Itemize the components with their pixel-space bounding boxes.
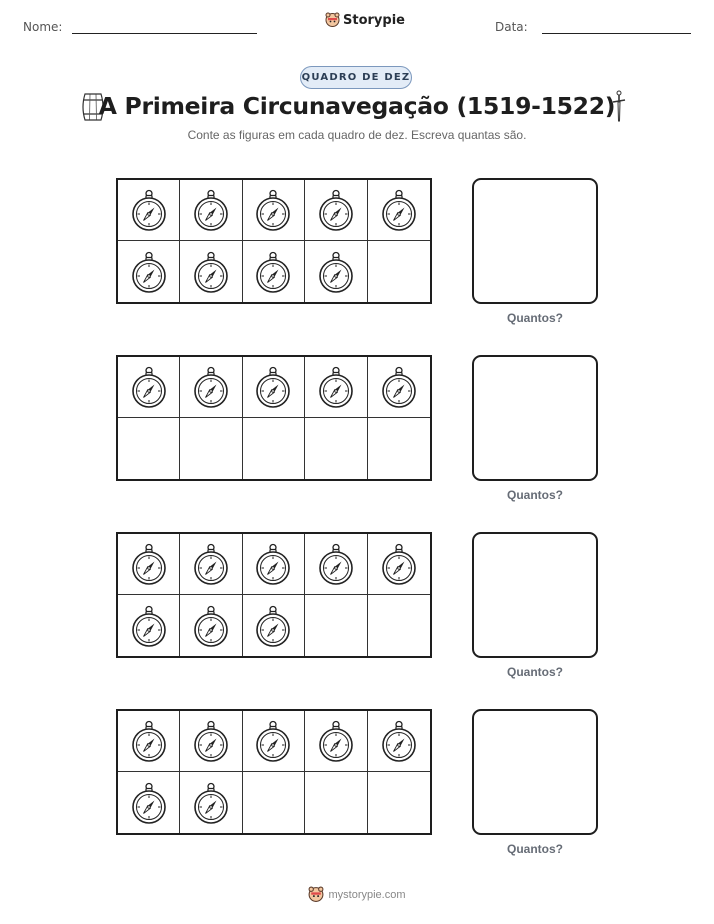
ten-frame-cell <box>305 357 367 418</box>
compass-icon <box>192 782 230 824</box>
ten-frame <box>116 532 432 658</box>
compass-icon <box>130 189 168 231</box>
compass-icon <box>380 366 418 408</box>
ten-frame-cell <box>368 357 430 418</box>
ten-frame-cell <box>118 711 180 772</box>
ten-frame-cell <box>305 534 367 595</box>
ten-frame-cell <box>180 241 242 302</box>
footer <box>0 886 714 903</box>
compass-icon <box>317 720 355 762</box>
compass-icon <box>380 543 418 585</box>
compass-icon <box>380 720 418 762</box>
name-label: Nome: <box>23 20 63 34</box>
ten-frame-cell <box>243 241 305 302</box>
ten-frame-cell <box>118 241 180 302</box>
compass-icon <box>192 251 230 293</box>
ten-frame <box>116 178 432 304</box>
compass-icon <box>192 366 230 408</box>
answer-box[interactable] <box>472 355 598 481</box>
answer-box[interactable] <box>472 178 598 304</box>
compass-icon <box>130 720 168 762</box>
answer-box[interactable] <box>472 709 598 835</box>
exercise-row-4 <box>0 709 714 869</box>
ten-frame-cell <box>180 180 242 241</box>
compass-icon <box>130 605 168 647</box>
ten-frame-cell <box>180 772 242 833</box>
ten-frame-cell <box>368 595 430 656</box>
compass-icon <box>254 543 292 585</box>
ten-frame-cell <box>305 418 367 479</box>
ten-frame-cell <box>180 711 242 772</box>
compass-icon <box>130 782 168 824</box>
ten-frame-cell <box>305 180 367 241</box>
ten-frame-cell <box>243 595 305 656</box>
answer-label: Quantos? <box>507 488 563 502</box>
ten-frame-cell <box>243 534 305 595</box>
ten-frame-cell <box>305 772 367 833</box>
ten-frame-cell <box>118 595 180 656</box>
compass-icon <box>254 605 292 647</box>
ten-frame-cell <box>180 357 242 418</box>
compass-icon <box>192 543 230 585</box>
compass-icon <box>380 189 418 231</box>
compass-icon <box>317 251 355 293</box>
ten-frame-cell <box>243 772 305 833</box>
name-line[interactable] <box>72 33 257 34</box>
sword-icon <box>610 90 628 124</box>
compass-icon <box>317 189 355 231</box>
compass-icon <box>192 189 230 231</box>
storypie-mascot-icon <box>325 12 340 28</box>
ten-frame-cell <box>243 418 305 479</box>
instructions-text: Conte as figuras em cada quadro de dez. Escreva quantas são. <box>187 128 527 142</box>
worksheet-type-badge: QUADRO DE DEZ <box>300 66 412 89</box>
ten-frame-cell <box>368 772 430 833</box>
compass-icon <box>192 605 230 647</box>
exercise-row-2 <box>0 355 714 515</box>
ten-frame-cell <box>180 595 242 656</box>
compass-icon <box>254 366 292 408</box>
ten-frame-cell <box>243 357 305 418</box>
ten-frame-cell <box>118 772 180 833</box>
compass-icon <box>254 720 292 762</box>
ten-frame-cell <box>243 180 305 241</box>
storypie-logo <box>325 12 405 28</box>
answer-label: Quantos? <box>507 665 563 679</box>
ten-frame-cell <box>118 357 180 418</box>
ten-frame-cell <box>368 418 430 479</box>
compass-icon <box>130 366 168 408</box>
page-title: A Primeira Circunavegação (1519-1522) <box>98 92 616 120</box>
date-label: Data: <box>495 20 528 34</box>
compass-icon <box>130 251 168 293</box>
compass-icon <box>317 543 355 585</box>
compass-icon <box>192 720 230 762</box>
storypie-mascot-icon <box>308 886 324 903</box>
ten-frame-cell <box>368 534 430 595</box>
compass-icon <box>130 543 168 585</box>
compass-icon <box>254 251 292 293</box>
answer-label: Quantos? <box>507 311 563 325</box>
exercise-row-1 <box>0 178 714 338</box>
compass-icon <box>317 366 355 408</box>
footer-site: mystorypie.com <box>328 888 406 901</box>
date-line[interactable] <box>542 33 691 34</box>
compass-icon <box>254 189 292 231</box>
ten-frame-cell <box>118 418 180 479</box>
ten-frame <box>116 355 432 481</box>
ten-frame-cell <box>305 241 367 302</box>
answer-label: Quantos? <box>507 842 563 856</box>
ten-frame-cell <box>118 534 180 595</box>
ten-frame-cell <box>180 418 242 479</box>
answer-box[interactable] <box>472 532 598 658</box>
ten-frame-cell <box>368 711 430 772</box>
ten-frame-cell <box>118 180 180 241</box>
ten-frame-cell <box>180 534 242 595</box>
ten-frame-cell <box>243 711 305 772</box>
ten-frame-cell <box>305 711 367 772</box>
ten-frame-cell <box>305 595 367 656</box>
ten-frame-cell <box>368 180 430 241</box>
ten-frame-cell <box>368 241 430 302</box>
exercise-row-3 <box>0 532 714 692</box>
ten-frame <box>116 709 432 835</box>
logo-text: Storypie <box>343 12 405 28</box>
